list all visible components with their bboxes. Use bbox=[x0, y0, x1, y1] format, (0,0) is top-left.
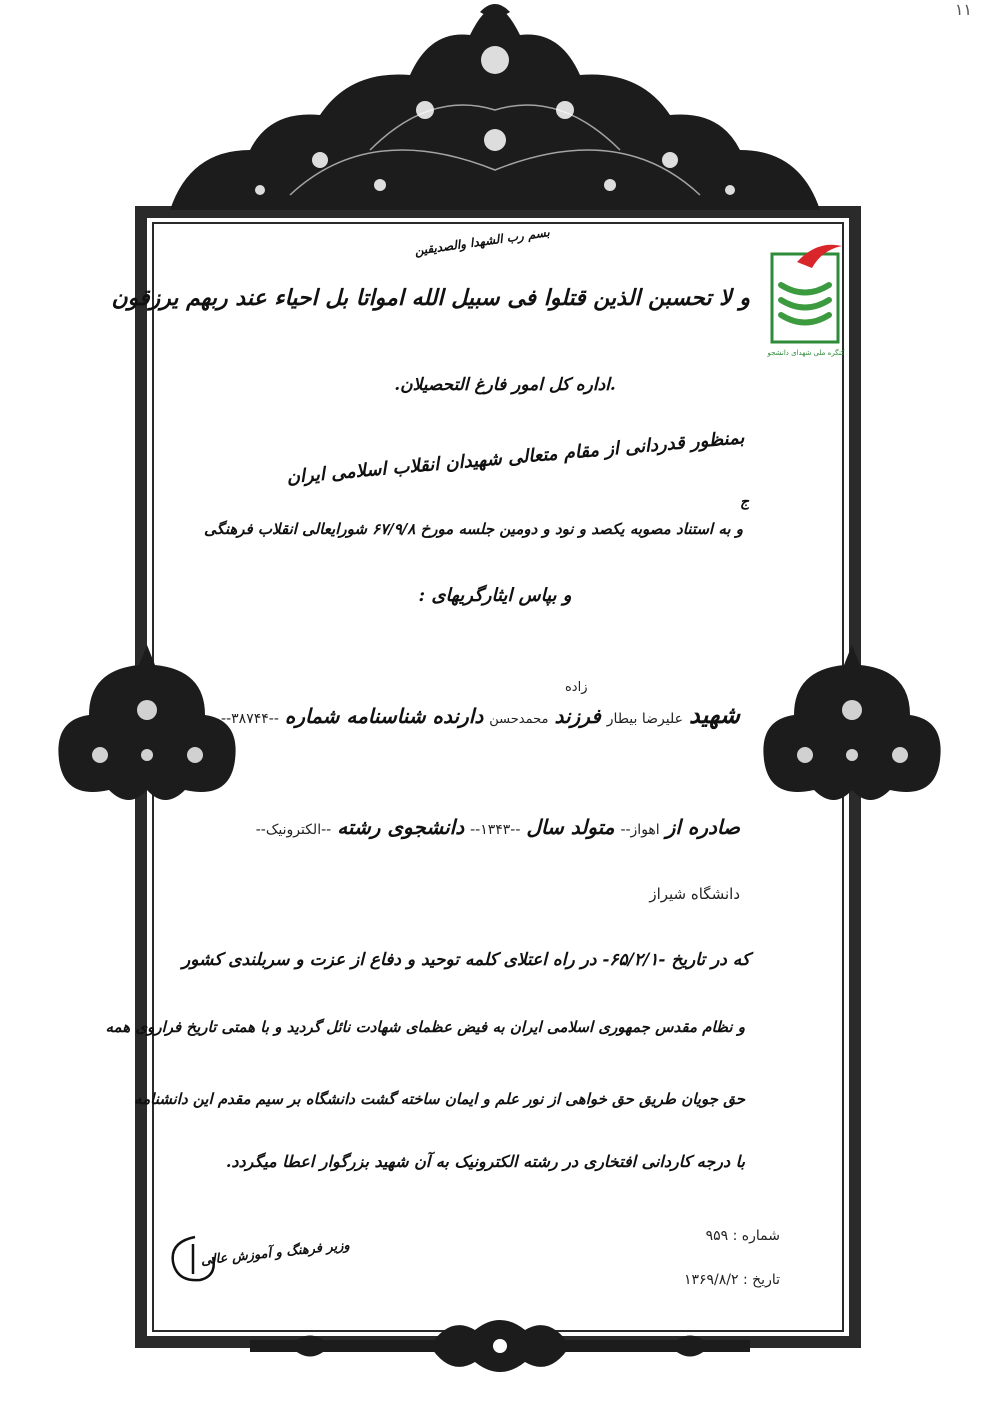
field-of-study: --الکترونیک-- bbox=[255, 822, 332, 838]
issue-date-label: تاریخ : bbox=[742, 1272, 780, 1288]
martyr-name: علیرضا بیطار bbox=[606, 711, 683, 727]
top-crest-ornament bbox=[170, 0, 820, 215]
body-line-4: با درجه کاردانی افتخاری در رشته الکترونیک به آن شهید بزرگوار اعطا میگردد. bbox=[225, 1152, 745, 1171]
signature-title: وزیر فرهنگ و آموزش عالی bbox=[200, 1237, 351, 1269]
father-name: محمدحسن bbox=[489, 712, 549, 727]
birth-line bbox=[230, 815, 740, 839]
body-line-1: که در تاریخ ‎-۶۵/۲/۱-‎ در راه اعتلای کلمه توحید و دفاع از عزت و سربلندی کشور bbox=[182, 950, 750, 970]
congress-logo-emblem bbox=[767, 240, 845, 345]
martyr-label: شهید bbox=[688, 700, 740, 729]
bottom-ornament bbox=[250, 1310, 750, 1380]
university-name: دانشگاه شیراز bbox=[649, 885, 740, 903]
issued-label: صادره از bbox=[665, 815, 740, 839]
born-year: --۱۳۴۳-- bbox=[470, 822, 521, 838]
issue-date-value: ۱۳۶۹/۸/۲ bbox=[683, 1272, 739, 1288]
intro-line-2-extra: ج bbox=[740, 494, 750, 510]
zadeh-label: زاده bbox=[565, 680, 588, 695]
quranic-verse: و لا تحسبن الذین قتلوا فی سبیل الله امواتا بل احیاء عند ربهم یرزقون bbox=[111, 285, 750, 311]
left-side-ornament bbox=[55, 640, 240, 810]
id-label: دارنده شناسنامه شماره bbox=[284, 704, 484, 728]
born-label: متولد سال bbox=[526, 815, 615, 839]
department-title: .اداره کل امور فارغ التحصیلان. bbox=[394, 375, 616, 395]
reference-number-label: شماره : bbox=[732, 1228, 780, 1244]
issue-date bbox=[620, 1272, 780, 1288]
reference-number-value: ۹۵۹ bbox=[705, 1228, 729, 1244]
body-line-2: و نظام مقدس جمهوری اسلامی ایران به فیض عظمای شهادت نائل گردید و با همتی تاریخ فراروی همه bbox=[105, 1018, 745, 1036]
issued-place: اهواز-- bbox=[620, 822, 660, 838]
body-line-3: حق جویان طریق حق خواهی از نور علم و ایمان ساخته گشت دانشگاه بر سیم مقدم این دانشنامه bbox=[134, 1090, 745, 1108]
martyr-line bbox=[221, 700, 740, 729]
congress-logo bbox=[767, 240, 845, 360]
intro-line-3: و بپاس ایثارگریهای : bbox=[418, 585, 572, 606]
intro-line-2: و به استناد مصوبه یکصد و نود و دومین جلسه مورخ ۶۷/۹/۸ شورایعالی انقلاب فرهنگی bbox=[204, 520, 743, 538]
bismillah-text: بسم رب الشهدا والصدیقین bbox=[413, 225, 551, 258]
reference-number bbox=[620, 1228, 780, 1244]
congress-logo-caption: کنگره ملی شهدای دانشجو bbox=[767, 349, 845, 357]
corner-mark: ۱۱ bbox=[954, 0, 972, 19]
id-number: --۳۸۷۴۴-- bbox=[221, 711, 279, 727]
right-side-ornament bbox=[760, 640, 945, 810]
student-label: دانشجوی رشته bbox=[337, 815, 465, 839]
intro-line-1: بمنظور قدردانی از مقام متعالی شهیدان انقلاب اسلامی ایران bbox=[285, 427, 746, 489]
child-label: فرزند bbox=[554, 704, 601, 728]
